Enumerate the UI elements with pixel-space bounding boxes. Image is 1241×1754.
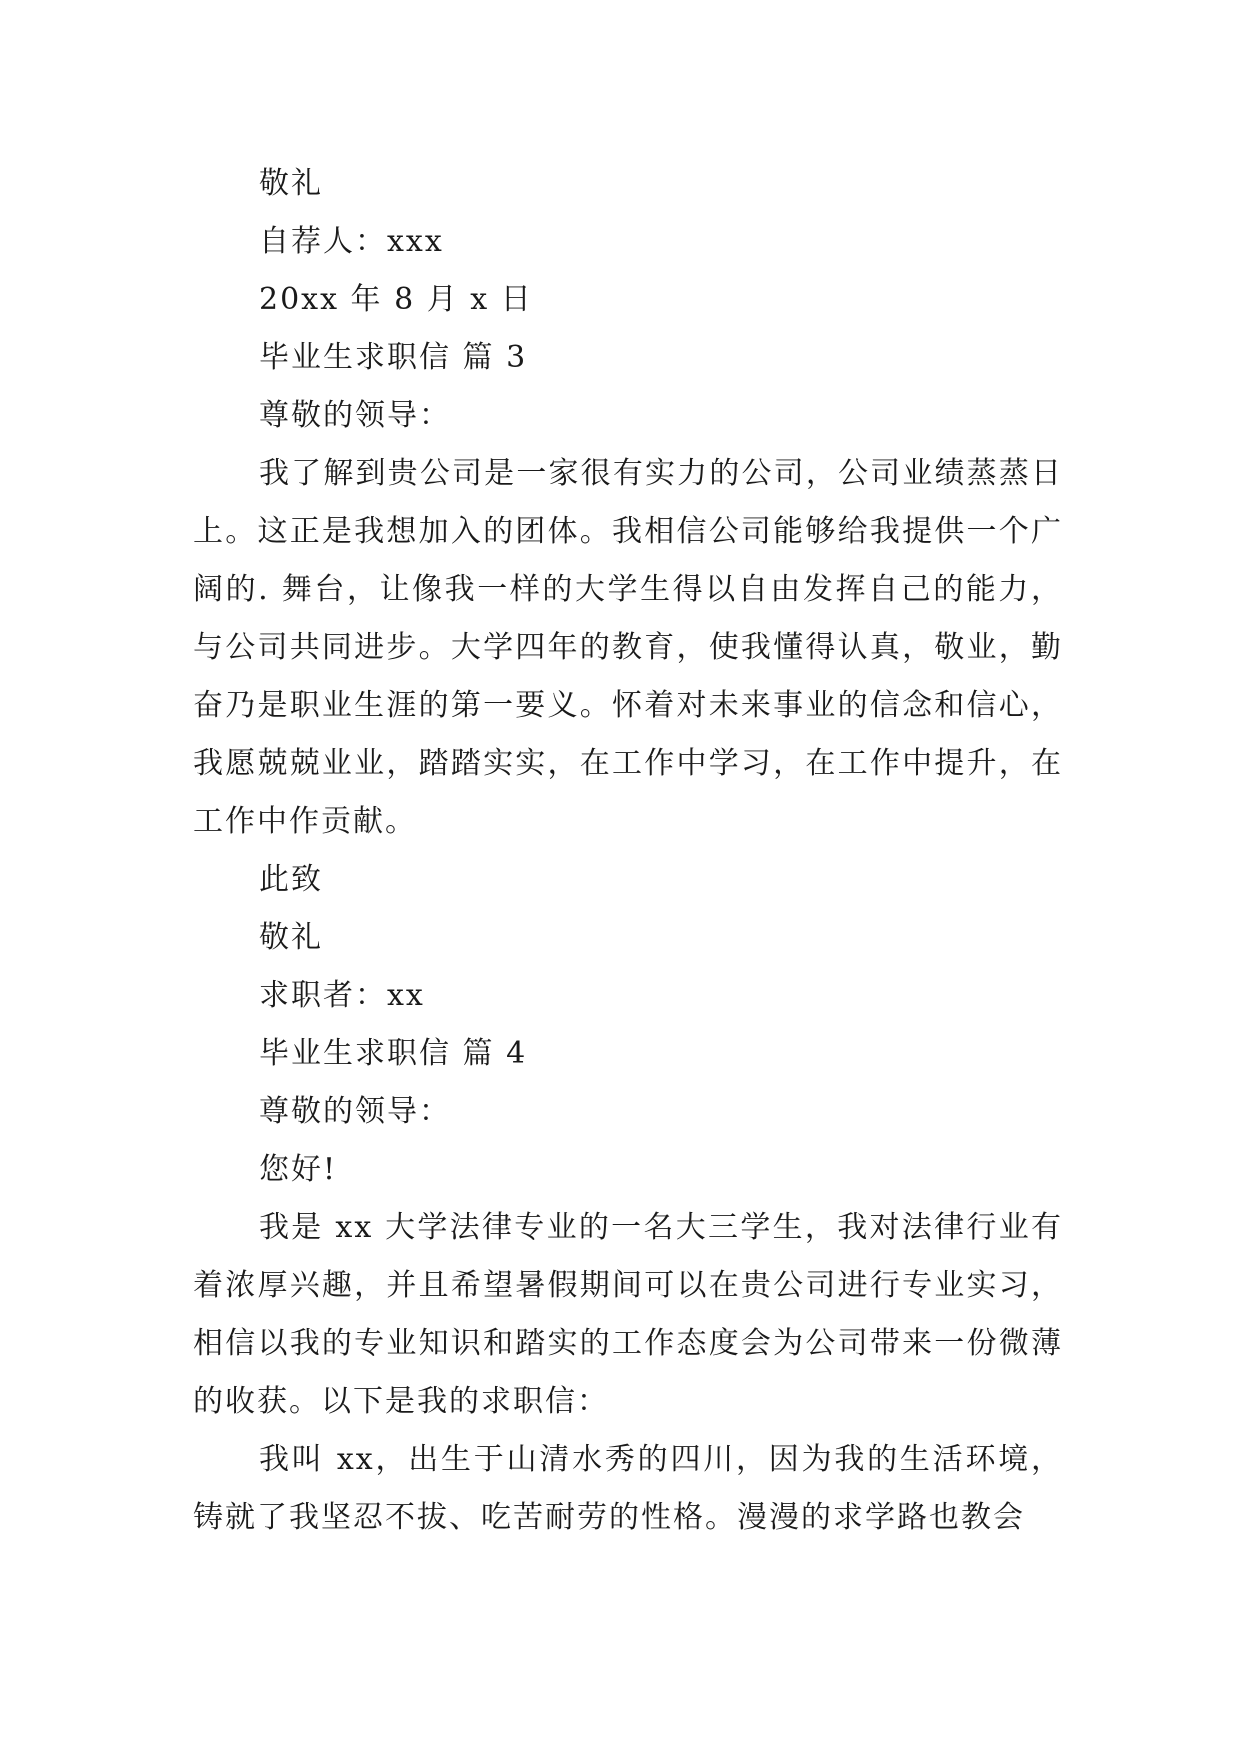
body-paragraph: 我叫 xx，出生于山清水秀的四川，因为我的生活环境，铸就了我坚忍不拔、吃苦耐劳的性格。漫漫的求学路也教会 bbox=[193, 1442, 1063, 1535]
hello-line: 您好! bbox=[259, 1152, 338, 1187]
greeting: 尊敬的领导： bbox=[259, 1094, 451, 1129]
section-heading-4: 毕业生求职信 篇 4 bbox=[259, 1036, 528, 1071]
signature-line: 求职者：xx bbox=[259, 978, 425, 1013]
closing-salutation: 敬礼 bbox=[259, 920, 323, 955]
date-line: 20xx 年 8 月 x 日 bbox=[259, 282, 533, 317]
body-paragraph: 我了解到贵公司是一家很有实力的公司，公司业绩蒸蒸日上。这正是我想加入的团体。我相信公司能够给我提供一个广阔的. 舞台，让像我一样的大学生得以自由发挥自己的能力，与公司共同进步。大学四年的教育，使我懂得认真，敬业，勤奋乃是职业生涯的第一要义。怀着对未来事业的信念和信心，我愿兢兢业业，踏踏实实，在工作中学习，在工作中提升，在工作中作贡献。 bbox=[193, 456, 1063, 839]
greeting: 尊敬的领导： bbox=[259, 398, 451, 433]
closing-phrase: 此致 bbox=[259, 862, 323, 897]
signature-line: 自荐人：xxx bbox=[259, 224, 444, 259]
document-body bbox=[193, 155, 1063, 1547]
body-paragraph: 我是 xx 大学法律专业的一名大三学生，我对法律行业有着浓厚兴趣，并且希望暑假期间可以在贵公司进行专业实习，相信以我的专业知识和踏实的工作态度会为公司带来一份微薄的收获。以下是我的求职信： bbox=[193, 1210, 1063, 1419]
closing-salutation: 敬礼 bbox=[259, 166, 323, 201]
section-heading-3: 毕业生求职信 篇 3 bbox=[259, 340, 528, 375]
